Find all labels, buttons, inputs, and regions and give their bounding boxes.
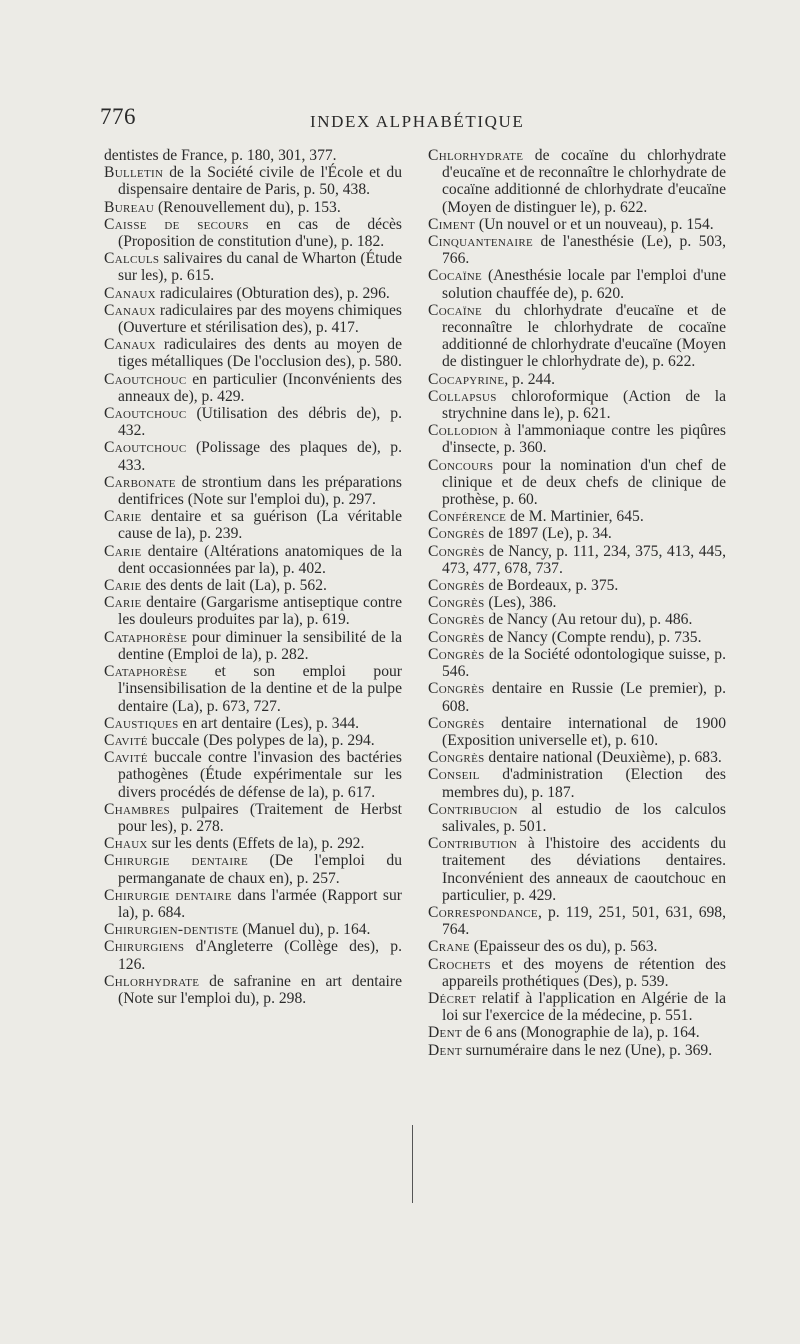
index-entry (428, 371, 726, 388)
index-entry (104, 474, 402, 508)
index-entry (104, 852, 402, 886)
entry-text: de 6 ans (Monographie de la), p. 164. (461, 1024, 700, 1042)
entry-headword: Dent (428, 1024, 462, 1042)
entry-headword: Congrès (428, 749, 485, 767)
index-entry (428, 577, 726, 594)
entry-headword: Collapsus (428, 387, 497, 405)
entry-text: dentaire (Altérations anatomiques de la dent occasionnées par la), p. 402. (118, 542, 402, 577)
index-entry (428, 267, 726, 301)
index-entry (428, 1042, 726, 1059)
entry-headword: Crane (428, 938, 470, 956)
entry-text: (De l'emploi du permanganate de chaux en), p. 257. (118, 852, 403, 887)
entry-headword: Carie (104, 542, 142, 560)
index-entry (104, 921, 402, 938)
index-entry (104, 199, 402, 216)
entry-headword: Carie (104, 594, 142, 612)
entry-text: (Manuel du), p. 164. (238, 921, 371, 939)
index-entry (428, 680, 726, 714)
entry-headword: Ciment (428, 215, 476, 233)
index-entry (428, 956, 726, 990)
index-entry (104, 973, 402, 1007)
entry-headword: Congrès (428, 611, 485, 629)
entry-text: dentaire national (Deuxième), p. 683. (484, 749, 722, 767)
entry-text: en particulier (Inconvénients des anneaux de), p. 429. (118, 370, 402, 405)
entry-headword: Chambres (104, 800, 170, 818)
index-entry (428, 508, 726, 525)
entry-headword: Chlorhydrate (428, 147, 524, 164)
index-entry (428, 766, 726, 800)
index-entry (428, 904, 726, 938)
index-entry (104, 663, 402, 715)
entry-text: de safranine en art dentaire (Note sur l'emploi du), p. 298. (118, 972, 402, 1007)
index-entry (104, 439, 402, 473)
index-entry (428, 388, 726, 422)
entry-headword: Cataphorèse (104, 663, 188, 681)
entry-text: de cocaïne du chlorhydrate d'eucaïne et de reconnaître le chlorhydrate de cocaïne additionné de chlorhydrate d'eucaïne (Moyen de distinguer le), p. 622. (442, 147, 726, 216)
index-column-right (428, 147, 726, 1059)
entry-headword: Calculs (104, 250, 160, 268)
index-entry (428, 629, 726, 646)
entry-headword: Caustiques (104, 714, 179, 732)
entry-headword: Congrès (428, 645, 485, 663)
index-entry (104, 302, 402, 336)
entry-headword: Chlorhydrate (104, 972, 200, 990)
entry-headword: Dent (428, 1041, 462, 1059)
entry-text: chloroformique (Action de la strychnine dans le), p. 621. (442, 387, 726, 423)
index-entry (104, 732, 402, 749)
entry-headword: Chirurgiens (104, 938, 185, 956)
index-entry (104, 577, 402, 594)
entry-text: à l'histoire des accidents du traitement des déviations dentaires. Inconvénient des anneaux de caoutchouc en particulier, p. 429. (442, 835, 726, 904)
entry-text: dentistes de France, p. 180, 301, 377. (104, 147, 337, 164)
entry-headword: Crochets (428, 955, 491, 973)
index-entry (104, 508, 402, 542)
index-entry (104, 715, 402, 732)
entry-text: buccale contre l'invasion des bactéries pathogènes (Étude expérimentale sur les divers procédés de défense de la), p. 617. (118, 749, 402, 801)
entry-text: radiculaires (Obturation des), p. 296. (155, 284, 390, 302)
entry-text: dentaire et sa guérison (La véritable cause de la), p. 239. (118, 508, 402, 543)
entry-headword: Chirurgie dentaire (104, 886, 232, 904)
entry-text: (Anesthésie locale par l'emploi d'une solution chauffée de), p. 620. (442, 267, 726, 302)
entry-text: en cas de décès (Proposition de constitution d'une), p. 182. (118, 215, 402, 251)
entry-headword: Cavité (104, 749, 148, 767)
entry-text: (Les), 386. (484, 594, 557, 612)
index-entry (104, 336, 402, 370)
index-entry (428, 990, 726, 1024)
entry-headword: Carbonate (104, 473, 176, 491)
entry-headword: Décret (428, 989, 476, 1007)
entry-headword: Conférence (428, 508, 507, 526)
entry-headword: Congrès (428, 542, 485, 560)
entry-headword: Canaux (104, 301, 156, 319)
entry-text: de M. Martinier, 645. (506, 508, 644, 526)
entry-text: d'administration (Election des membres du), p. 187. (442, 766, 726, 801)
entry-text: , p. 244. (504, 370, 556, 388)
entry-text: salivaires du canal de Wharton (Étude sur les), p. 615. (118, 250, 402, 285)
entry-text: d'Angleterre (Collège des), p. 126. (118, 938, 402, 973)
index-column-left (104, 147, 402, 1007)
entry-headword: Congrès (428, 577, 485, 595)
index-entry (428, 715, 726, 749)
index-entry (104, 216, 402, 250)
entry-text: du chlorhydrate d'eucaïne et de reconnaître le chlorhydrate de cocaïne additionné de chlorhydrate d'eucaïne (Moyen de distinguer le chlorhydrate de), p. 622. (442, 301, 726, 371)
entry-text: de la Société odontologique suisse, p. 546. (442, 645, 726, 681)
entry-text: de la Société civile de l'École et du dispensaire dentaire de Paris, p. 50, 438. (118, 164, 402, 199)
entry-text: de Nancy (Au retour du), p. 486. (484, 611, 693, 629)
entry-text: al estudio de los calculos salivales, p. 501. (442, 800, 726, 835)
entry-headword: Canaux (104, 284, 156, 302)
index-entry (428, 749, 726, 766)
entry-text: radiculaires des dents au moyen de tiges métalliques (De l'occlusion des), p. 580. (118, 336, 402, 371)
index-entry (428, 302, 726, 371)
entry-text: pour la nomination d'un chef de clinique et de deux chefs de clinique de prothèse, p. 60. (442, 456, 726, 509)
index-entry (428, 611, 726, 628)
index-entry (428, 457, 726, 509)
index-entry (104, 405, 402, 439)
entry-text: dans l'armée (Rapport sur la), p. 684. (118, 886, 402, 921)
entry-text: dentaire international de 1900 (Exposition universelle et), p. 610. (442, 714, 726, 749)
entry-headword: Canaux (104, 336, 156, 354)
entry-text: en art dentaire (Les), p. 344. (178, 714, 360, 732)
entry-headword: Bureau (104, 198, 155, 216)
entry-text: à l'ammoniaque contre les piqûres d'insecte, p. 360. (442, 422, 726, 457)
entry-headword: Cavité (104, 731, 148, 749)
entry-headword: Conseil (428, 766, 480, 784)
entry-text: de l'anesthésie (Le), p. 503, 766. (442, 233, 726, 268)
entry-text: (Utilisation des débris de), p. 432. (118, 405, 402, 440)
entry-text: (Epaisseur des os du), p. 563. (469, 938, 658, 956)
entry-headword: Congrès (428, 714, 485, 732)
entry-text: de 1897 (Le), p. 34. (484, 525, 612, 543)
index-entry (428, 594, 726, 611)
entry-headword: Chaux (104, 835, 148, 853)
entry-headword: Caisse de secours (104, 215, 249, 233)
entry-headword: Cinquantenaire (428, 233, 534, 251)
index-entry (428, 543, 726, 577)
index-entry (104, 835, 402, 852)
entry-text: de Nancy (Compte rendu), p. 735. (484, 628, 702, 646)
index-entry (428, 216, 726, 233)
entry-text: (Un nouvel or et un nouveau), p. 154. (475, 215, 714, 233)
entry-text: de Nancy, p. 111, 234, 375, 413, 445, 473, 477, 678, 737. (442, 542, 726, 577)
entry-text: dentaire en Russie (Le premier), p. 608. (442, 680, 726, 715)
entry-headword: Caoutchouc (104, 405, 187, 423)
entry-text: et des moyens de rétention des appareils prothétiques (Des), p. 539. (442, 955, 726, 990)
entry-headword: Congrès (428, 628, 485, 646)
index-entry (104, 543, 402, 577)
running-title: INDEX ALPHABÉTIQUE (310, 112, 525, 131)
index-entry (428, 147, 726, 216)
index-entry (428, 938, 726, 955)
entry-headword: Congrès (428, 525, 485, 543)
entry-headword: Bulletin (104, 164, 164, 182)
index-entry (428, 801, 726, 835)
entry-text: , p. 119, 251, 501, 631, 698, 764. (442, 903, 726, 939)
index-entry (104, 801, 402, 835)
entry-headword: Carie (104, 508, 142, 526)
index-entry (104, 594, 402, 628)
index-entry (428, 422, 726, 456)
index-entry (428, 233, 726, 267)
entry-text: buccale (Des polypes de la), p. 294. (147, 731, 375, 749)
index-entry (428, 646, 726, 680)
entry-headword: Correspondance (428, 903, 538, 921)
entry-text: (Renouvellement du), p. 153. (154, 198, 341, 216)
entry-text: et son emploi pour l'insensibilisation de la dentine et de la pulpe dentaire (La), p. 673, 727. (118, 663, 402, 715)
entry-text: de strontium dans les préparations dentifrices (Note sur l'emploi du), p. 297. (118, 473, 402, 509)
index-entry (104, 250, 402, 284)
entry-text: pour diminuer la sensibilité de la dentine (Emploi de la), p. 282. (118, 628, 402, 663)
entry-headword: Collodion (428, 422, 498, 440)
entry-headword: Caoutchouc (104, 439, 187, 457)
column-divider (412, 1125, 413, 1203)
entry-headword: Congrès (428, 680, 485, 698)
entry-text: dentaire (Gargarisme antiseptique contre les douleurs produites par la), p. 619. (118, 594, 402, 629)
index-entry (104, 285, 402, 302)
entry-text: relatif à l'application en Algérie de la loi sur l'exercice de la médecine, p. 551. (442, 989, 726, 1025)
entry-headword: Carie (104, 577, 142, 595)
entry-headword: Cocaïne (428, 267, 483, 285)
entry-text: des dents de lait (La), p. 562. (141, 577, 327, 595)
entry-headword: Cataphorèse (104, 628, 188, 646)
index-entry (428, 1024, 726, 1041)
entry-text: sur les dents (Effets de la), p. 292. (147, 835, 365, 853)
entry-headword: Caoutchouc (104, 370, 187, 388)
entry-text: surnuméraire dans le nez (Une), p. 369. (461, 1041, 713, 1059)
entry-text: (Polissage des plaques de), p. 433. (118, 439, 402, 474)
entry-headword: Cocapyrine (428, 370, 505, 388)
entry-text: pulpaires (Traitement de Herbst pour les), p. 278. (118, 800, 402, 835)
index-entry (104, 147, 402, 164)
entry-headword: Concours (428, 456, 494, 474)
index-entry (104, 887, 402, 921)
entry-text: de Bordeaux, p. 375. (484, 577, 619, 595)
index-entry (104, 164, 402, 198)
entry-headword: Contribution (428, 835, 518, 853)
index-entry (104, 629, 402, 663)
entry-headword: Contribucion (428, 800, 518, 818)
entry-headword: Chirurgien-dentiste (104, 921, 239, 939)
index-entry (104, 938, 402, 972)
index-entry (104, 371, 402, 405)
entry-headword: Chirurgie dentaire (104, 852, 248, 870)
page-number: 776 (100, 104, 136, 129)
index-entry (104, 749, 402, 801)
index-entry (428, 525, 726, 542)
index-entry (428, 835, 726, 904)
entry-text: radiculaires par des moyens chimiques (Ouverture et stérilisation des), p. 417. (118, 301, 402, 337)
entry-headword: Congrès (428, 594, 485, 612)
entry-headword: Cocaïne (428, 301, 483, 319)
